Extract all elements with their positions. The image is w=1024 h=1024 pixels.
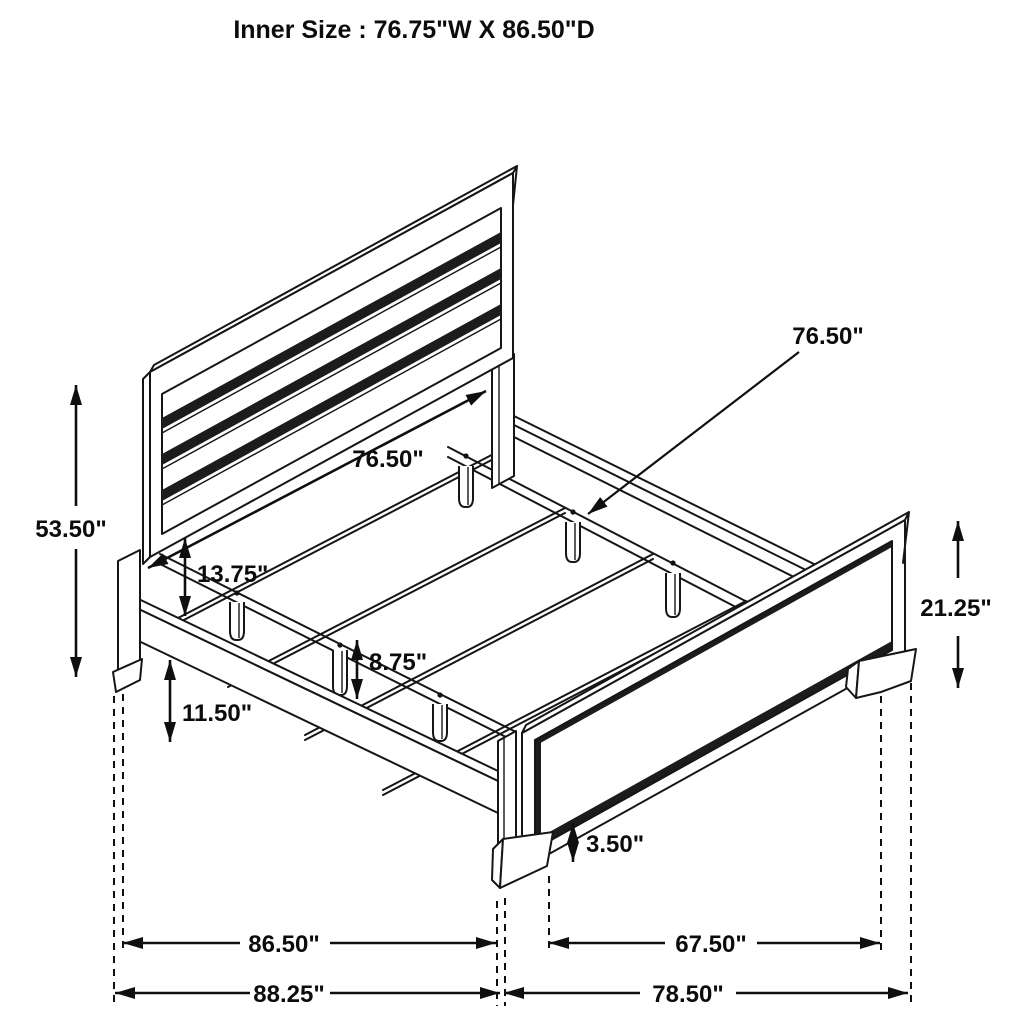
dim-foot-height-label: 3.50" [586,831,645,858]
dim-rail-clearance-label: 11.50" [182,700,253,727]
back-side-rail [501,416,822,589]
headboard [113,166,517,692]
dim-leg-height-label: 8.75" [369,649,428,676]
dim-overall-length [115,981,500,1008]
dim-overall-width [504,981,908,1008]
dim-rail-width-leader-label: 76.50" [792,323,864,350]
dim-overall-width-label: 78.50" [652,981,724,1008]
front-side-rail [124,592,498,813]
footboard [498,512,909,869]
bed-frame-drawing [113,166,916,888]
dim-footboard-span [549,931,880,958]
dim-footboard-height-label: 21.25" [920,595,992,622]
dim-panel-gap [185,538,268,616]
dim-footboard-height [920,521,991,688]
dim-headboard-height [35,385,106,677]
dim-panel-gap-label: 13.75" [197,561,269,588]
dim-inner-length [123,931,496,958]
dim-inner-length-label: 86.50" [248,931,320,958]
dim-headboard-width-label: 76.50" [352,446,424,473]
headboard-right-post [492,354,514,488]
dim-overall-length-label: 88.25" [253,981,325,1008]
footboard-left-foot [492,832,553,888]
inner-size-title: Inner Size : 76.75"W X 86.50"D [233,16,595,44]
dim-headboard-height-label: 53.50" [35,516,107,543]
dim-footboard-span-label: 67.50" [675,931,747,958]
headboard-left-leg [113,550,142,692]
dim-rail-width-leader [588,323,864,514]
